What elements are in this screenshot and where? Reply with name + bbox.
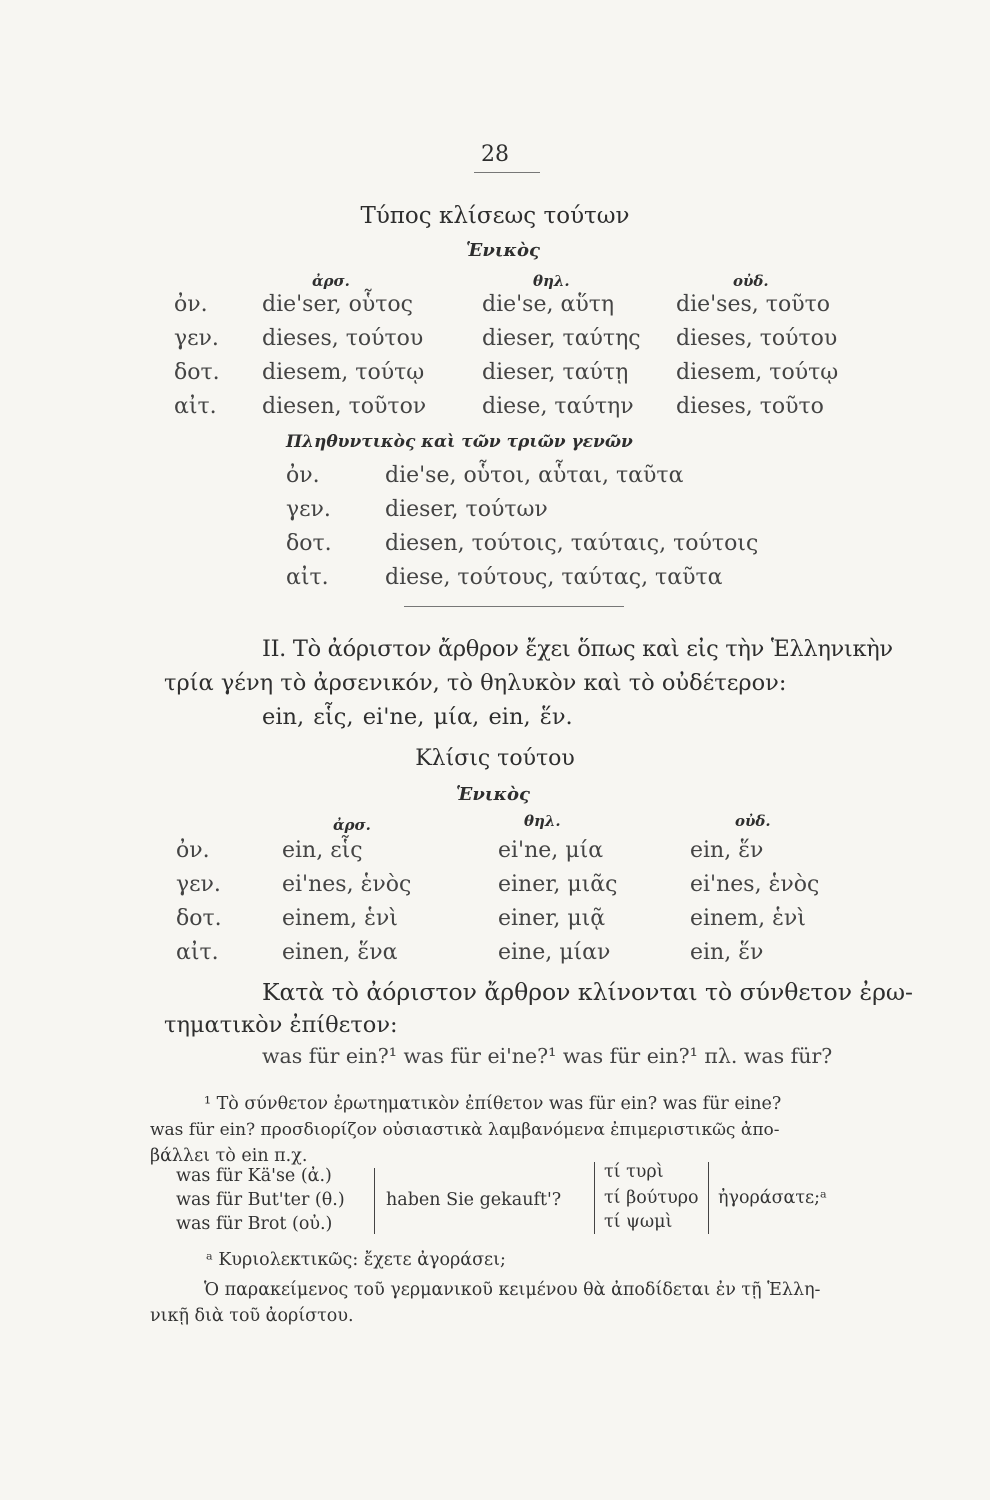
example-greek: τί βούτυρο [604, 1188, 699, 1208]
table1-title: Τύπος κλίσεως τούτων [360, 203, 630, 229]
table1-plural-case: δοτ. [286, 531, 332, 556]
example-left: was für Kä'se (ἀ.) [176, 1166, 332, 1186]
table1-plural-form: dieser, τούτων [385, 497, 548, 522]
table1-cell: diesen, τοῦτον [262, 394, 427, 419]
table1-case: ὀν. [174, 292, 208, 317]
bracket-bar [594, 1162, 595, 1234]
table2-header-masc: ἀρσ. [333, 816, 371, 834]
table2-cell: einen, ἕνα [282, 940, 398, 965]
table1-plural-form: die'se, οὗτοι, αὗται, ταῦτα [385, 463, 684, 488]
table1-plural-case: ὀν. [286, 463, 320, 488]
section-divider [404, 606, 624, 607]
table2-case: αἰτ. [176, 940, 219, 965]
page-number-rule [474, 172, 540, 173]
table2-cell: ein, ἕν [690, 838, 764, 863]
table2-cell: einem, ἑνὶ [282, 906, 398, 931]
table1-plural-label: Πληθυντικὸς καὶ τῶν τριῶν γενῶν [286, 432, 633, 452]
table1-header-fem: θηλ. [533, 272, 570, 290]
table1-cell: diesem, τούτῳ [676, 360, 839, 385]
table2-case: δοτ. [176, 906, 222, 931]
footnote1-line2: was für ein? προσδιορίζον οὐσιαστικὰ λαμβανόμενα ἐπιμεριστικῶς ἀπο- [150, 1120, 780, 1140]
table1-plural-case: αἰτ. [286, 565, 329, 590]
table1-plural-form: diese, τούτους, ταύτας, ταῦτα [385, 565, 723, 590]
table2-cell: einer, μιᾶς [498, 872, 618, 897]
table1-plural-form: diesen, τούτοις, ταύταις, τούτοις [385, 531, 759, 556]
table1-header-neut: οὐδ. [733, 272, 769, 290]
table2-cell: ei'ne, μία [498, 838, 604, 863]
table1-case: γεν. [174, 326, 219, 351]
footnote1-line1: ¹ Τὸ σύνθετον ἐρωτηματικὸν ἐπίθετον was für ein? was für eine? [204, 1094, 782, 1114]
table1-cell: die'ses, τοῦτο [676, 292, 830, 317]
table1-cell: dieses, τοῦτο [676, 394, 824, 419]
table1-cell: dieses, τούτου [262, 326, 424, 351]
table2-case: γεν. [176, 872, 221, 897]
table1-singular-label: Ἑνικὸς [466, 240, 541, 261]
example-greek: τί ψωμὶ [604, 1212, 673, 1232]
section3-line3: was für ein?¹ was für ei'ne?¹ was für ein?¹ πλ. was für? [262, 1044, 833, 1068]
table2-case: ὀν. [176, 838, 210, 863]
section3-line1: Κατὰ τὸ ἀόριστον ἄρθρον κλίνονται τὸ σύνθετον ἐρω- [262, 978, 913, 1006]
table1-cell: diese, ταύτην [482, 394, 634, 419]
table1-header-masc: ἀρσ. [312, 272, 350, 290]
table1-case: αἰτ. [174, 394, 217, 419]
table2-header-fem: θηλ. [524, 812, 561, 830]
table2-cell: ein, ἕν [690, 940, 764, 965]
table1-cell: diesem, τούτῳ [262, 360, 425, 385]
table1-cell: dieser, ταύτης [482, 326, 641, 351]
table1-cell: dieses, τούτου [676, 326, 838, 351]
example-right: ἠγοράσατε;ᵃ [718, 1188, 827, 1208]
bracket-bar [708, 1162, 709, 1234]
table2-cell: ei'nes, ἑνὸς [282, 872, 412, 897]
section2-line3: ein, εἷς, ei'ne, μία, ein, ἕν. [262, 704, 573, 730]
table1-cell: die'se, αὕτη [482, 292, 615, 317]
bracket-bar [374, 1168, 375, 1234]
page-number: 28 [481, 142, 509, 167]
final-line1: Ὁ παρακείμενος τοῦ γερμανικοῦ κειμένου θὰ ἀποδίδεται ἐν τῇ Ἑλλη- [204, 1280, 821, 1300]
example-left: was für But'ter (θ.) [176, 1190, 345, 1210]
section3-line2: τηματικὸν ἐπίθετον: [164, 1012, 398, 1038]
table1-cell: die'ser, οὗτος [262, 292, 413, 317]
table1-plural-case: γεν. [286, 497, 331, 522]
table2-cell: einer, μιᾷ [498, 906, 606, 931]
footnote-a: ᵃ Κυριολεκτικῶς: ἔχετε ἀγοράσει; [206, 1250, 506, 1270]
footnote1-line3: βάλλει τὸ ein π.χ. [150, 1146, 308, 1166]
section2-line1: II. Τὸ ἀόριστον ἄρθρον ἔχει ὅπως καὶ εἰς τὴν Ἑλληνικὴν [262, 636, 893, 662]
table2-singular-label: Ἑνικὸς [456, 784, 531, 805]
example-greek: τί τυρὶ [604, 1162, 664, 1182]
table2-cell: ei'nes, ἑνὸς [690, 872, 820, 897]
example-middle: haben Sie gekauft'? [386, 1190, 562, 1210]
table1-cell: dieser, ταύτῃ [482, 360, 629, 385]
final-line2: νικῇ διὰ τοῦ ἀορίστου. [150, 1306, 354, 1326]
table2-title: Κλίσις τούτου [415, 746, 575, 771]
example-left: was für Brot (οὐ.) [176, 1214, 333, 1234]
table2-cell: ein, εἷς [282, 838, 363, 863]
table2-cell: einem, ἑνὶ [690, 906, 806, 931]
table2-cell: eine, μίαν [498, 940, 611, 965]
table2-header-neut: οὐδ. [735, 812, 771, 830]
section2-line2: τρία γένη τὸ ἀρσενικόν, τὸ θηλυκὸν καὶ τὸ οὐδέτερον: [164, 670, 787, 696]
table1-case: δοτ. [174, 360, 220, 385]
